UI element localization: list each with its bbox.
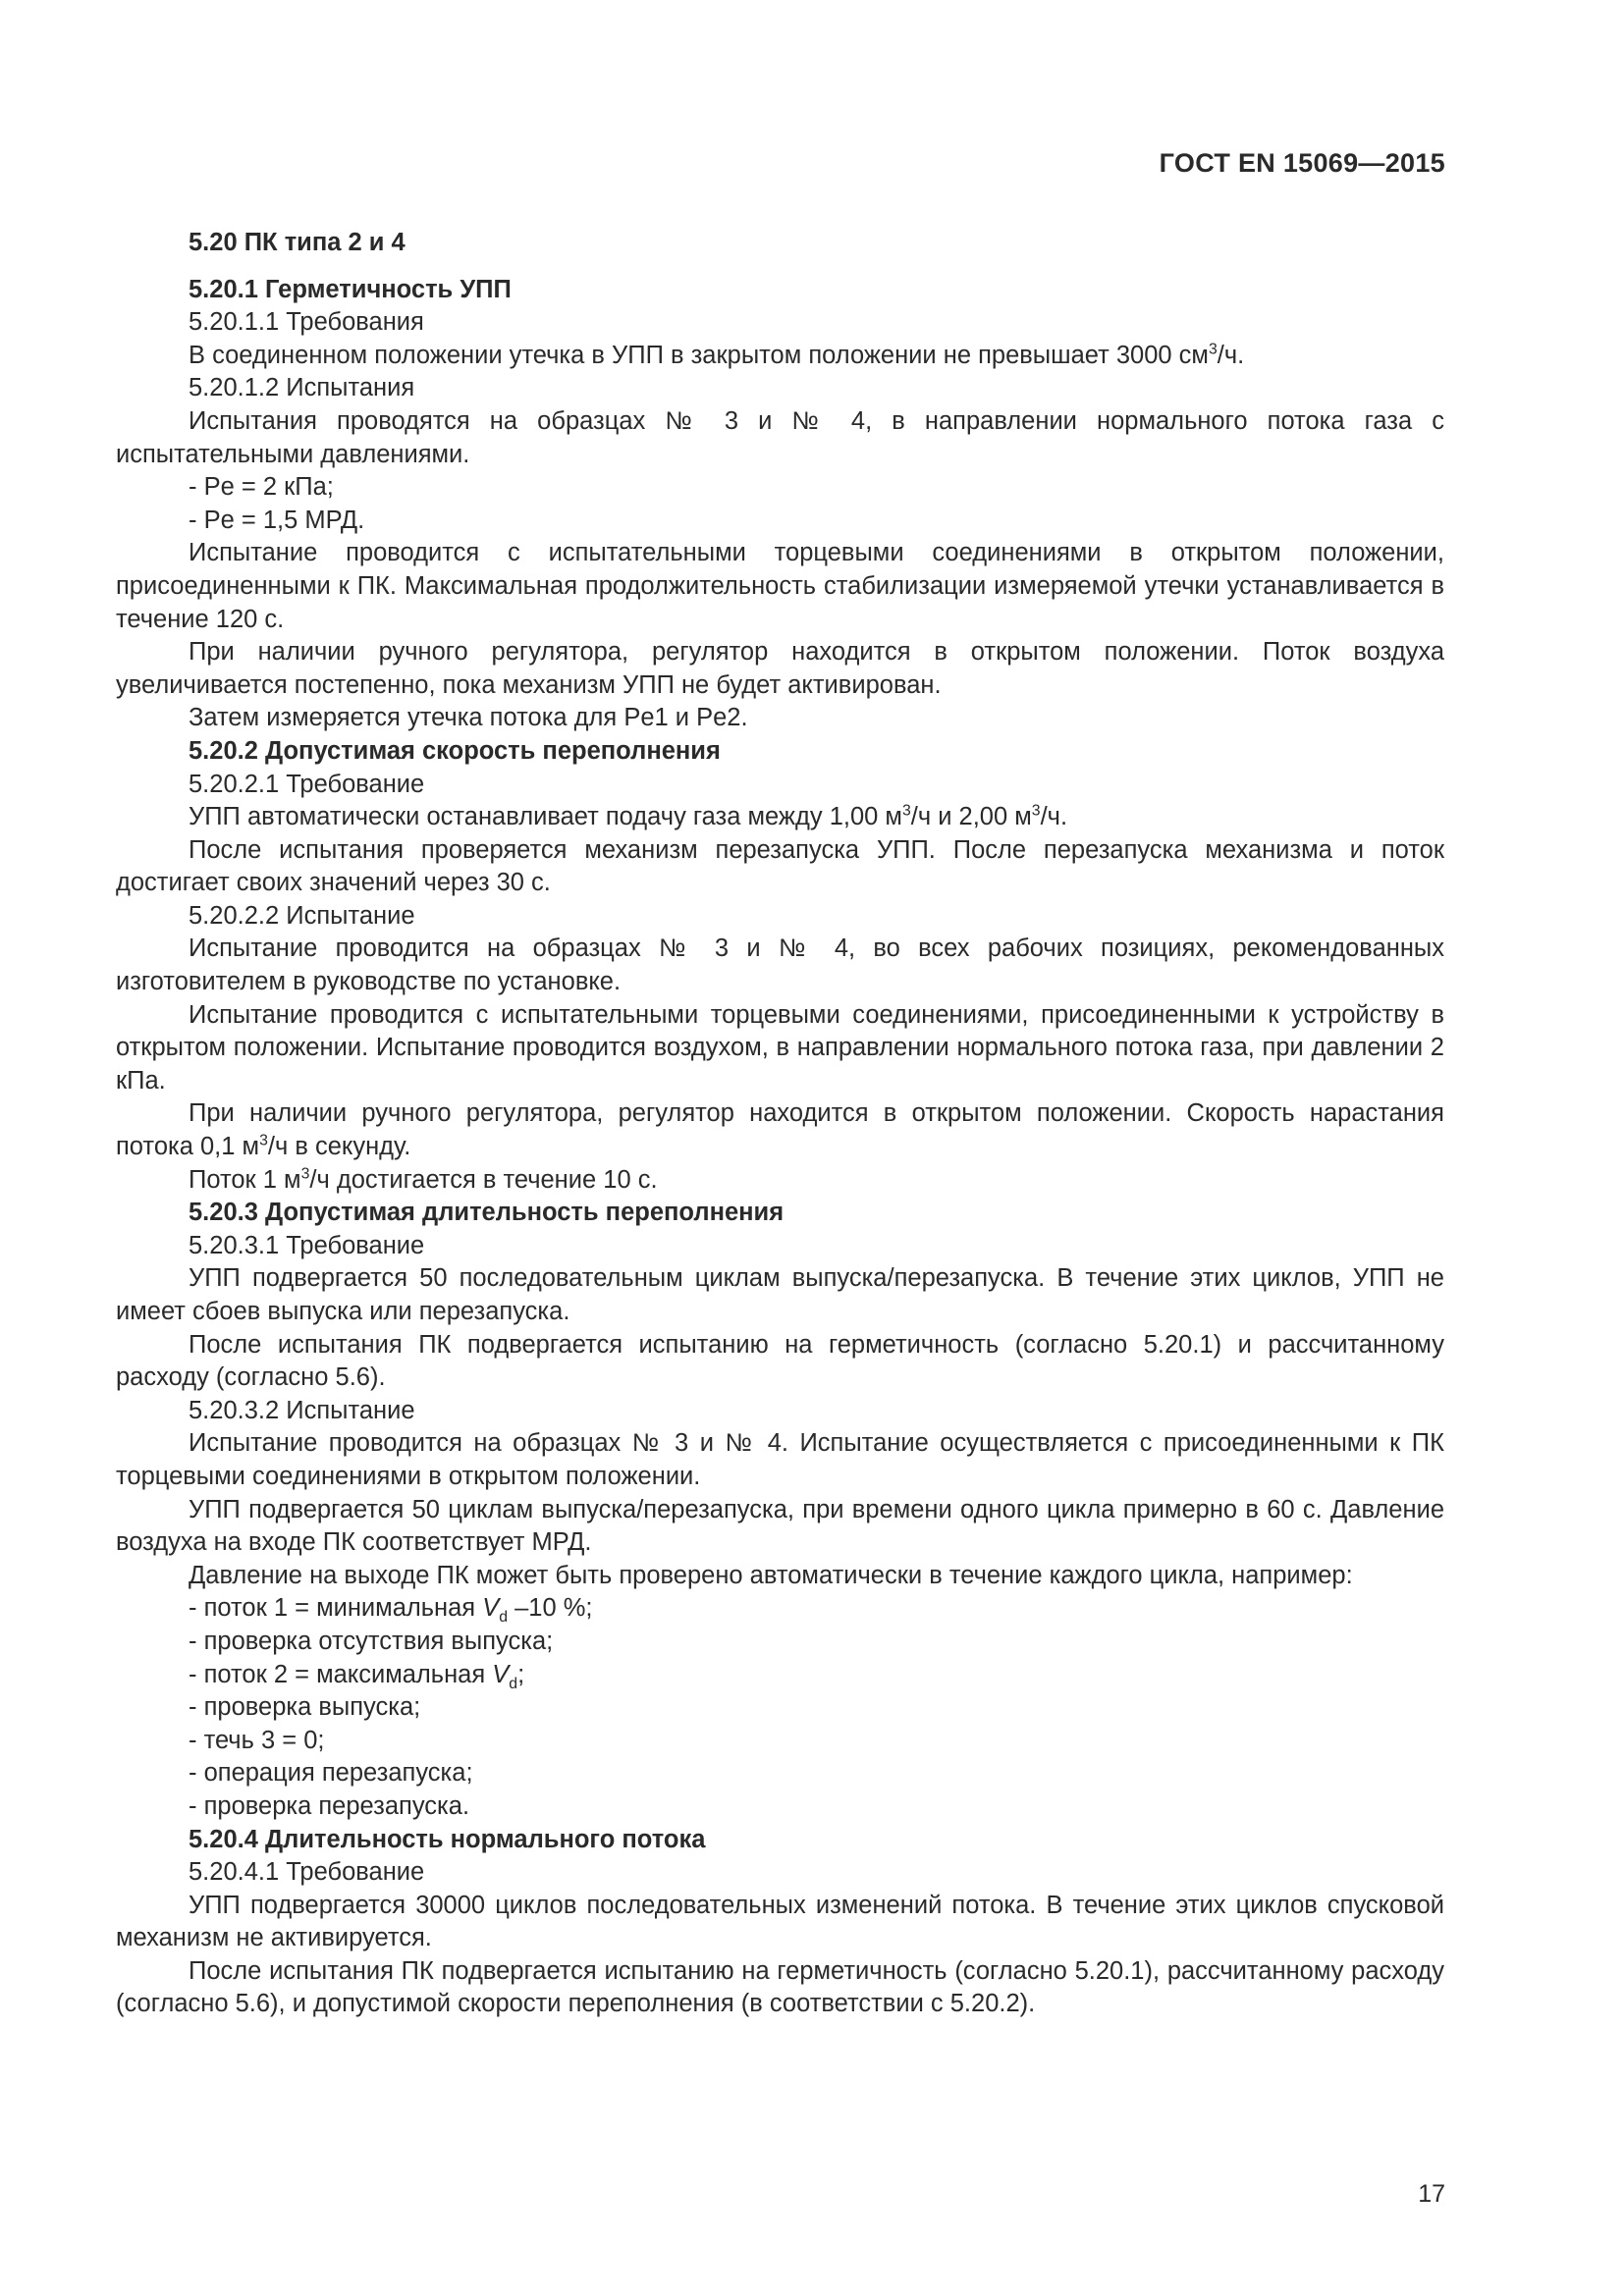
list-item: - проверка отсутствия выпуска; bbox=[189, 1627, 554, 1655]
paragraph: Испытание проводится на образцах № 3 и № 4. Испытание осуществляется с присоединенными к ПК торцевыми соединениями в открытом положении. bbox=[116, 1429, 1444, 1490]
paragraph: УПП автоматически останавливает подачу газа между 1,00 $м^3/ч$ и 2,00 $м^3/ч$. bbox=[189, 802, 1068, 831]
document-body bbox=[116, 227, 1444, 2021]
subsection-5-20-1-2-title: 5.20.1.2 Испытания bbox=[189, 374, 415, 402]
paragraph: При наличии ручного регулятора, регулятор находится в открытом положении. Поток воздуха увеличивается постепенно, пока механизм УПП не будет активирован. bbox=[116, 638, 1444, 699]
paragraph: Поток 1 $м^3/ч$ достигается в течение 10 с. bbox=[189, 1165, 658, 1194]
paragraph: Испытание проводится с испытательными торцевыми соединениями, присоединенными к устройству в открытом положении. Испытание проводится воздухом, в направлении нормального потока газа, при давлении 2 кПа. bbox=[116, 1000, 1444, 1095]
section-5-20-2-title: 5.20.2 Допустимая скорость переполнения bbox=[189, 736, 721, 765]
document-header: ГОСТ EN 15069—2015 bbox=[1159, 148, 1445, 178]
subsection-5-20-3-1-title: 5.20.3.1 Требование bbox=[189, 1231, 425, 1259]
page-number: 17 bbox=[1418, 2180, 1445, 2208]
paragraph: УПП подвергается 50 последовательным циклам выпуска/перезапуска. В течение этих циклов, УПП не имеет сбоев выпуска или перезапуска. bbox=[116, 1264, 1444, 1325]
subsection-5-20-2-2-title: 5.20.2.2 Испытание bbox=[189, 901, 415, 930]
list-item: - поток 2 = максимальная $V_d$; bbox=[189, 1660, 525, 1692]
list-item: - поток 1 = минимальная $V_d$ –10 %; bbox=[189, 1594, 593, 1627]
paragraph: После испытания ПК подвергается испытанию на герметичность (согласно 5.20.1) и рассчитанному расходу (согласно 5.6). bbox=[116, 1330, 1444, 1392]
list-item: - течь 3 = 0; bbox=[189, 1726, 325, 1754]
paragraph: При наличии ручного регулятора, регулятор находится в открытом положении. Скорость нарастания потока 0,1 $м^3/ч$ в секунду. bbox=[116, 1099, 1444, 1161]
section-5-20-1-title: 5.20.1 Герметичность УПП bbox=[189, 275, 512, 303]
paragraph: УПП подвергается 50 циклам выпуска/перезапуска, при времени одного цикла примерно в 60 с. Давление воздуха на входе ПК соответствует МРД. bbox=[116, 1495, 1444, 1557]
list-item: - проверка перезапуска. bbox=[189, 1791, 470, 1820]
paragraph: Испытание проводится с испытательными торцевыми соединениями в открытом положении, присоединенными к ПК. Максимальная продолжительность стабилизации измеряемой утечки устанавливается в течение 120 с. bbox=[116, 539, 1444, 633]
paragraph: Затем измеряется утечка потока для Pe1 и Pe2. bbox=[189, 704, 748, 732]
subsection-5-20-1-1-title: 5.20.1.1 Требования bbox=[189, 308, 424, 337]
list-item: - Pe = 2 кПа; bbox=[189, 473, 334, 502]
subsection-5-20-3-2-title: 5.20.3.2 Испытание bbox=[189, 1396, 415, 1424]
paragraph: УПП подвергается 30000 циклов последовательных изменений потока. В течение этих циклов спусковой механизм не активируется. bbox=[116, 1891, 1444, 1952]
subsection-5-20-2-1-title: 5.20.2.1 Требование bbox=[189, 770, 425, 798]
section-5-20-4-title: 5.20.4 Длительность нормального потока bbox=[189, 1825, 706, 1853]
list-item: - операция перезапуска; bbox=[189, 1759, 473, 1788]
section-5-20-title: 5.20 ПК типа 2 и 4 bbox=[189, 229, 406, 256]
paragraph: Испытания проводятся на образцах № 3 и № 4, в направлении нормального потока газа с испытательными давлениями. bbox=[116, 406, 1444, 468]
paragraph: В соединенном положении утечка в УПП в закрытом положении не превышает 3000 $см^3/ч$. bbox=[189, 341, 1245, 369]
list-item: - Pe = 1,5 МРД. bbox=[189, 506, 365, 534]
paragraph: После испытания ПК подвергается испытанию на герметичность (согласно 5.20.1), рассчитанному расходу (согласно 5.6), и допустимой скорости переполнения (в соответствии с 5.20.2). bbox=[116, 1956, 1444, 2018]
section-5-20-3-title: 5.20.3 Допустимая длительность переполнения bbox=[189, 1199, 785, 1227]
list-item: - проверка выпуска; bbox=[189, 1693, 421, 1722]
paragraph: Испытание проводится на образцах № 3 и № 4, во всех рабочих позициях, рекомендованных изготовителем в руководстве по установке. bbox=[116, 934, 1444, 996]
paragraph: После испытания проверяется механизм перезапуска УПП. После перезапуска механизма и поток достигает своих значений через 30 с. bbox=[116, 835, 1444, 897]
paragraph: Давление на выходе ПК может быть проверено автоматически в течение каждого цикла, например: bbox=[189, 1561, 1353, 1589]
subsection-5-20-4-1-title: 5.20.4.1 Требование bbox=[189, 1858, 425, 1887]
